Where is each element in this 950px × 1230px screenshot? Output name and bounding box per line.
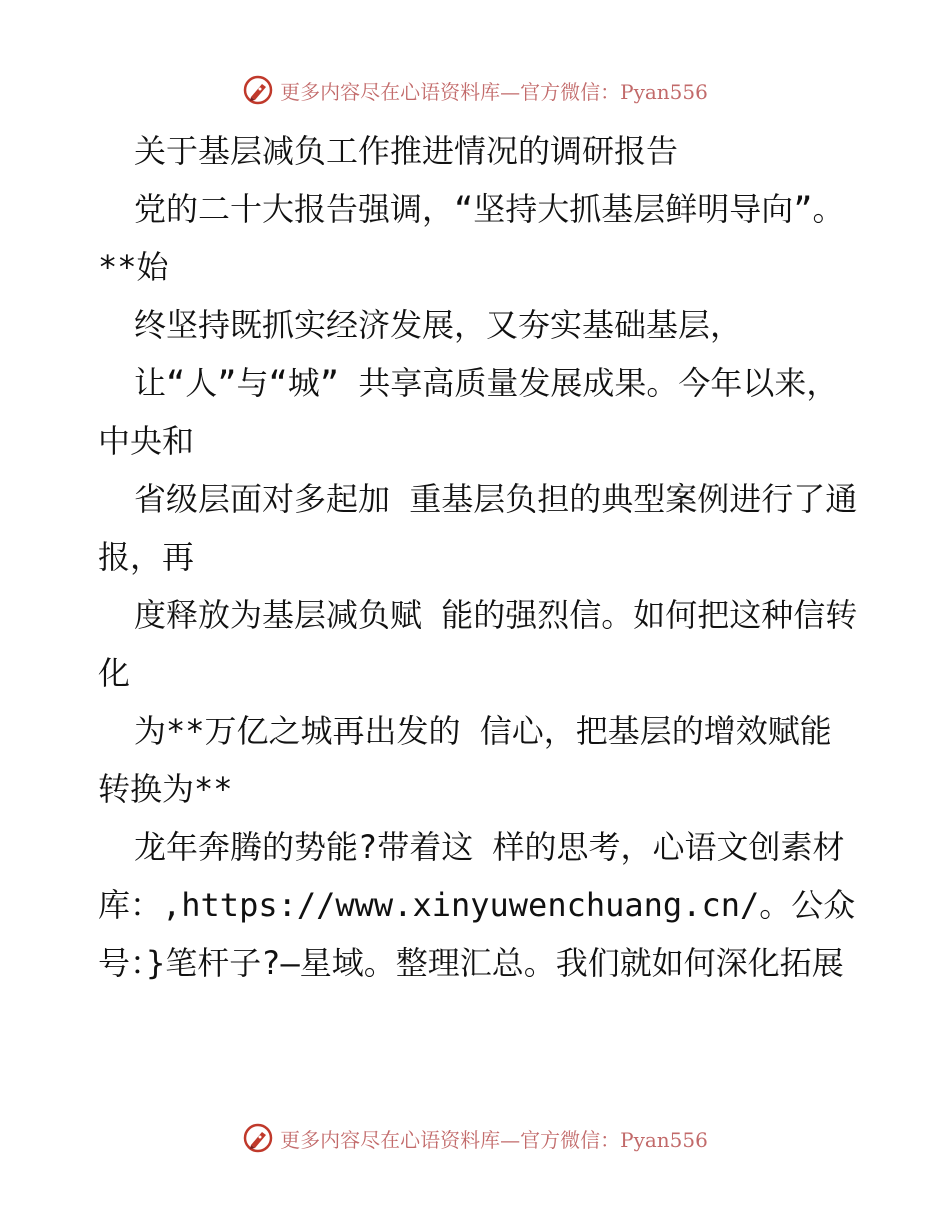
header-banner-text: 更多内容尽在心语资料库—官方微信：Pyan556 xyxy=(280,79,708,104)
paragraph: 终坚持既抓实经济发展，又夯实基础基层， xyxy=(134,306,743,344)
paragraph: 为**万亿之城再出发的 信心，把基层的增效赋能转换为** xyxy=(98,712,832,808)
document-title: 关于基层减负工作推进情况的调研报告 xyxy=(134,132,679,170)
footer-banner xyxy=(0,1118,950,1158)
document-body xyxy=(98,122,858,992)
header-banner xyxy=(0,70,950,110)
paragraph: 让“人”与“城” 共享高质量发展成果。今年以来，中央和 xyxy=(98,364,839,460)
pen-nib-icon xyxy=(242,74,274,106)
pen-nib-icon xyxy=(242,1122,274,1154)
paragraph: 度释放为基层减负赋 能的强烈信。如何把这种信转化 xyxy=(98,596,858,692)
paragraph: 党的二十大报告强调，“坚持大抓基层鲜明导向”。**始 xyxy=(98,190,845,286)
paragraph: 龙年奔腾的势能?带着这 样的思考，心语文创素材库：,https://www.xinyuwenchuang.cn/。公众号：}笔杆子?—星域。整理汇总。我们就如何深化拓展 xyxy=(98,828,856,982)
footer-banner-text: 更多内容尽在心语资料库—官方微信：Pyan556 xyxy=(280,1127,708,1152)
paragraph: 省级层面对多起加 重基层负担的典型案例进行了通报，再 xyxy=(98,480,858,576)
